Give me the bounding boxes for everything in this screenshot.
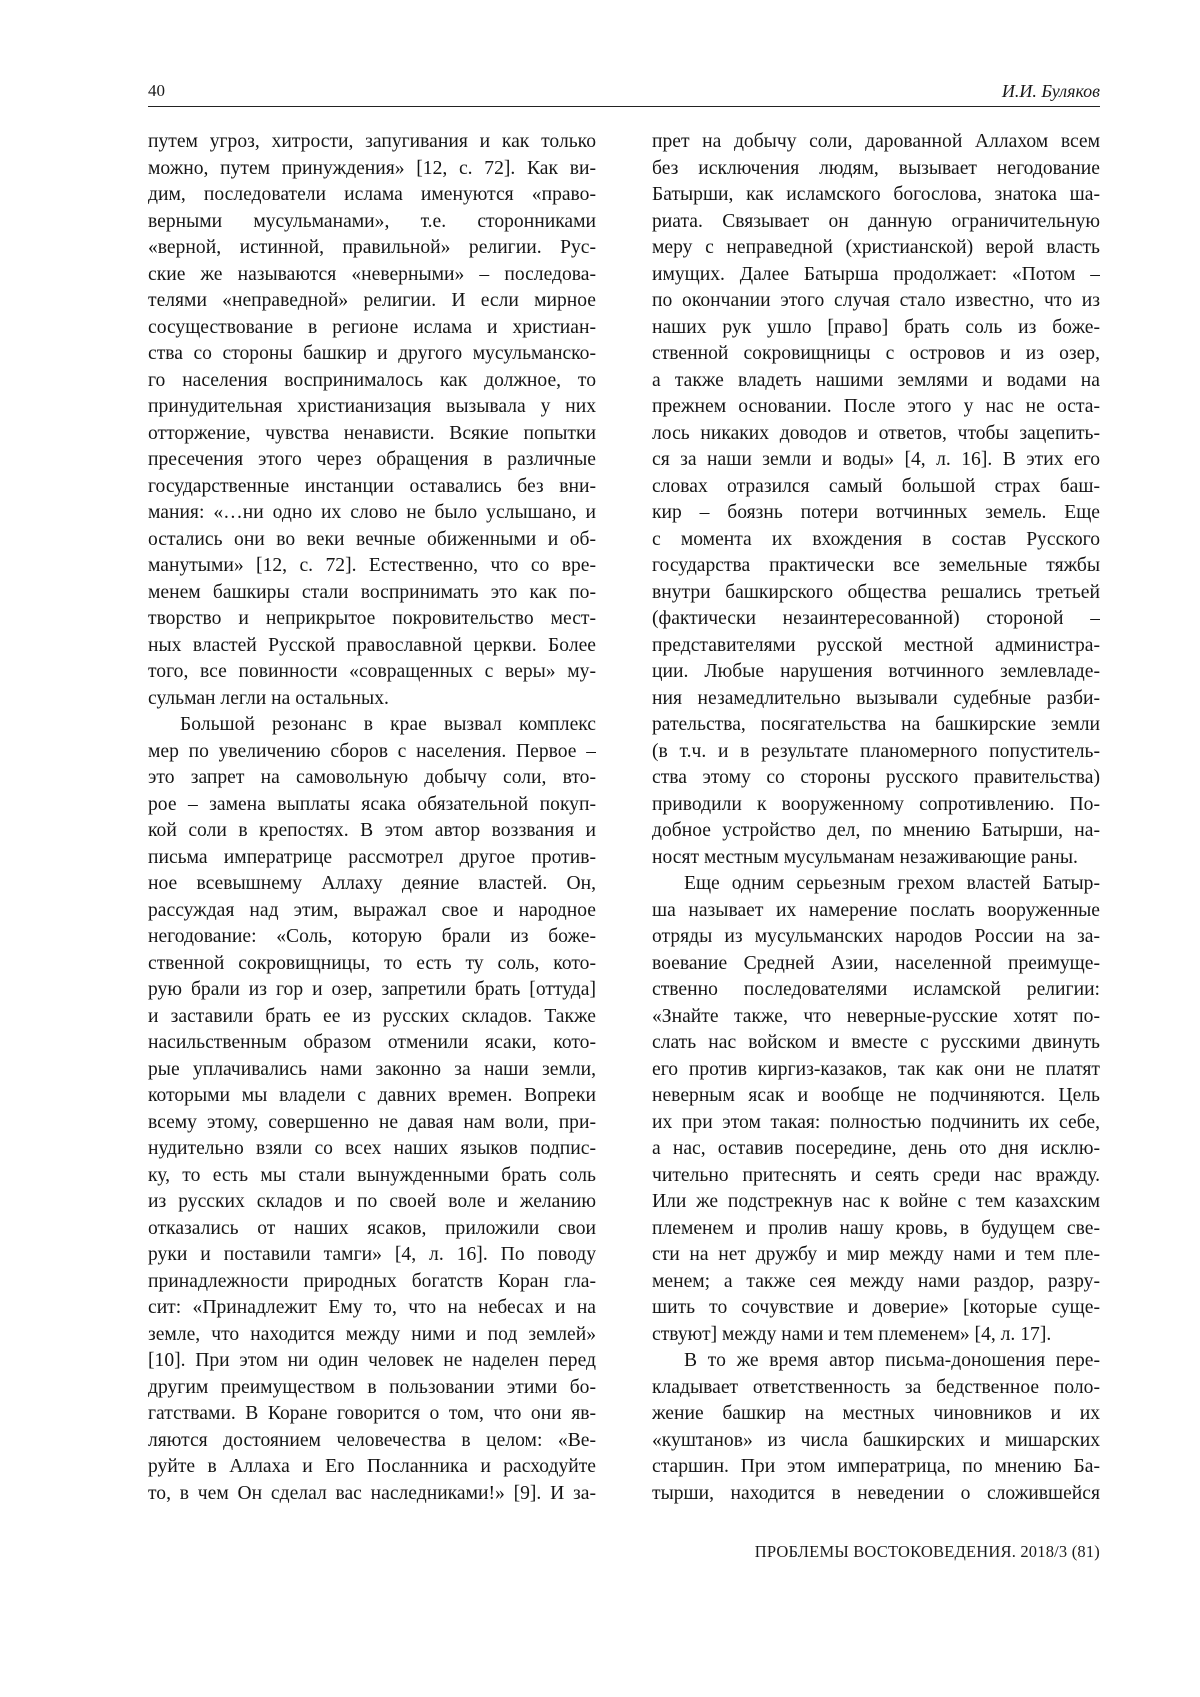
- running-author: И.И. Буляков: [1001, 81, 1100, 101]
- text-line: творство и неприкрытое покровительство мест-: [148, 608, 596, 629]
- text-line: другим преимуществом в пользовании этими бо-: [148, 1376, 596, 1398]
- journal-footer: ПРОБЛЕМЫ ВОСТОКОВЕДЕНИЯ. 2018/3 (81): [754, 1542, 1100, 1561]
- text-line: а нас, оставив посередине, день ото дня исклю-: [652, 1138, 1100, 1159]
- text-line: ное всевышнему Аллаху деяние властей. Он,: [148, 873, 596, 894]
- text-line: рое – замена выплаты ясака обязательной покуп-: [148, 793, 596, 815]
- text-line: [10]. При этом ни один человек не наделен перед: [148, 1350, 596, 1371]
- text-line: государства практически все земельные тяжбы: [652, 555, 1100, 576]
- text-line: мер по увеличению сборов с населения. Первое –: [148, 740, 596, 762]
- text-line: Батырши, как исламского богослова, знатока ша-: [652, 184, 1100, 205]
- text-line: ские же называются «неверными» – последова-: [148, 263, 596, 285]
- text-line: словах отразился самый большой страх баш-: [652, 475, 1100, 497]
- text-line: рую брали из гор и озер, запретили брать [оттуда]: [148, 979, 596, 1000]
- text-line: отторжение, чувства ненависти. Всякие попытки: [148, 422, 596, 444]
- text-line: рые уплачивались нами законно за наши земли,: [148, 1058, 596, 1080]
- text-line: менем; а также сея между нами раздор, разру-: [652, 1270, 1100, 1292]
- text-line: Или же подстрекнув нас к войне с тем казахским: [652, 1191, 1100, 1212]
- text-line: негодование: «Соль, которую брали из боже-: [148, 926, 596, 947]
- text-line: старшин. При этом императрица, по мнению Ба-: [652, 1456, 1100, 1477]
- text-line: лось никаких доводов и ответов, чтобы зацепить-: [652, 422, 1100, 444]
- text-line: сульман легли на остальных.: [148, 687, 389, 709]
- text-line: (в т.ч. и в результате планомерного попуститель-: [652, 740, 1100, 762]
- text-line: ных властей Русской православной церкви. Более: [148, 634, 596, 656]
- text-line: ства этому со стороны русского правительства): [652, 767, 1100, 788]
- text-line: насильственным образом отменили ясаки, кото-: [148, 1032, 596, 1053]
- text-line: «куштанов» из числа башкирских и мишарских: [652, 1429, 1100, 1451]
- text-line: слать нас войском и вместе с русскими двинуть: [652, 1032, 1100, 1053]
- text-line: приводили к вооруженному сопротивлению. По-: [652, 793, 1100, 815]
- text-line: остались они во веки вечные обиженными и об-: [148, 528, 596, 550]
- text-line: нудительно взяли со всех наших языков подпис-: [148, 1138, 596, 1159]
- text-line: меру с неправедной (христианской) верой власть: [652, 237, 1100, 258]
- text-line: «верной, истинной, правильной» религии. Рус-: [148, 237, 596, 258]
- text-line: то, в чем Он сделал вас наследниками!» [9]. И за-: [148, 1482, 596, 1504]
- text-line: кладывает ответственность за бедственное поло-: [652, 1376, 1100, 1398]
- text-line: представителями русской местной администра-: [652, 634, 1100, 656]
- text-line: ния незамедлительно вызывали судебные разби-: [652, 687, 1100, 709]
- text-line: из русских складов и по своей воле и желанию: [148, 1191, 596, 1212]
- text-line: (фактически незаинтересованной) стороной –: [652, 608, 1100, 629]
- text-line: всему этому, совершенно не давая нам воли, при-: [148, 1111, 596, 1133]
- left-text-column: [148, 129, 596, 1507]
- text-line: сит: «Принадлежит Ему то, что на небесах и на: [148, 1297, 596, 1318]
- text-line: и заставили брать ее из русских складов. Также: [148, 1005, 596, 1027]
- text-line: добное устройство дел, по мнению Батырши, на-: [652, 820, 1100, 841]
- text-line: ся за наши земли и воды» [4, л. 16]. В этих его: [652, 449, 1100, 470]
- text-line: принудительная христианизация вызывала у них: [148, 396, 596, 417]
- text-line: земле, что находится между ними и под землей»: [148, 1323, 596, 1345]
- text-line: сосуществование в регионе ислама и христиан-: [148, 316, 596, 338]
- text-line: отказались от наших ясаков, приложили свои: [148, 1217, 596, 1239]
- text-line: по окончании этого случая стало известно, что из: [652, 290, 1100, 311]
- text-line: мания: «…ни одно их слово не было услышано, и: [148, 502, 596, 523]
- text-line: менем башкиры стали воспринимать это как по-: [148, 581, 596, 603]
- text-line: жение башкир на местных чиновников и их: [652, 1403, 1100, 1424]
- text-line: отряды из мусульманских народов России на за-: [652, 926, 1100, 947]
- text-line: того, все повинности «совращенных с веры» му-: [148, 661, 596, 682]
- text-line: ку, то есть мы стали вынужденными брать соль: [148, 1164, 596, 1186]
- text-line: гатствами. В Коране говорится о том, что они яв-: [148, 1403, 596, 1424]
- text-line: ляются достоянием человечества в целом: «Ве-: [148, 1429, 596, 1451]
- text-line: прет на добычу соли, дарованной Аллахом всем: [652, 131, 1100, 152]
- text-line: ственно последователями исламской религии:: [652, 979, 1100, 1000]
- right-text-column: [652, 129, 1100, 1507]
- text-line: принадлежности природных богатств Коран гла-: [148, 1270, 596, 1292]
- text-line: которыми мы владели с давних времен. Вопреки: [148, 1085, 596, 1106]
- text-line: шить то сочувствие и доверие» [которые суще-: [652, 1297, 1100, 1318]
- text-line: воевание Средней Азии, населенной преимуще-: [652, 952, 1100, 974]
- text-line: государственные инстанции оставались без вни-: [148, 475, 596, 497]
- text-line: дим, последователи ислама именуются «право-: [148, 184, 596, 205]
- text-line: ции. Любые нарушения вотчинного землевладе-: [652, 661, 1100, 682]
- text-line: ства со стороны башкир и другого мусульманско-: [148, 343, 596, 364]
- text-line: «Знайте также, что неверные-русские хотят по-: [652, 1005, 1100, 1027]
- text-line: их при этом такая: полностью подчинить их себе,: [652, 1111, 1100, 1133]
- text-line: риата. Связывает он данную ограничительную: [652, 210, 1100, 232]
- text-line: а также владеть нашими землями и водами на: [652, 369, 1100, 391]
- text-line: Большой резонанс в крае вызвал комплекс: [180, 714, 596, 735]
- text-line: можно, путем принуждения» [12, с. 72]. Как ви-: [148, 157, 596, 179]
- text-line: Еще одним серьезным грехом властей Батыр-: [684, 873, 1100, 894]
- text-line: руки и поставили тамги» [4, л. 16]. По поводу: [148, 1244, 596, 1265]
- text-line: верными мусульманами», т.е. сторонниками: [148, 210, 596, 232]
- text-line: манутыми» [12, с. 72]. Естественно, что со вре-: [148, 555, 596, 576]
- text-line: пресечения этого через обращения в различные: [148, 449, 596, 470]
- text-line: носят местным мусульманам незаживающие раны.: [652, 846, 1078, 868]
- text-line: тырши, находится в неведении о сложившейся: [652, 1482, 1100, 1504]
- text-line: го населения воспринималось как должное, то: [148, 369, 596, 391]
- text-line: руйте в Аллаха и Его Посланника и расходуйте: [148, 1456, 596, 1477]
- text-line: кой соли в крепостях. В этом автор воззвания и: [148, 820, 596, 841]
- text-line: прежнем основании. После этого у нас не оста-: [652, 396, 1100, 417]
- text-line: телями «неправедной» религии. И если мирное: [148, 290, 596, 311]
- text-line: без исключения людям, вызывает негодование: [652, 157, 1100, 179]
- text-line: его против киргиз-казаков, так как они не платят: [652, 1058, 1100, 1080]
- running-header: [148, 80, 1100, 107]
- text-line: кир – боязнь потери вотчинных земель. Еще: [652, 502, 1100, 523]
- text-line: наших рук ушло [право] брать соль из боже-: [652, 316, 1100, 338]
- text-line: рательства, посягательства на башкирские земли: [652, 714, 1100, 735]
- page-number: 40: [148, 81, 165, 100]
- text-line: ственной сокровищницы с островов и из озер,: [652, 343, 1100, 364]
- text-line: имущих. Далее Батырша продолжает: «Потом –: [652, 263, 1100, 285]
- text-line: сти на нет дружбу и мир между нами и тем пле-: [652, 1244, 1100, 1265]
- text-line: с момента их вхождения в состав Русского: [652, 528, 1100, 550]
- text-line: неверным ясак и вообще не подчиняются. Цель: [652, 1085, 1100, 1106]
- text-line: ственной сокровищницы, то есть ту соль, кото-: [148, 952, 596, 974]
- text-line: ствуют] между нами и тем племенем» [4, л. 17].: [652, 1323, 1052, 1345]
- text-line: чительно притеснять и сеять среди нас вражду.: [652, 1164, 1100, 1186]
- text-line: внутри башкирского общества решались третьей: [652, 581, 1100, 603]
- text-line: путем угроз, хитрости, запугивания и как только: [148, 131, 596, 152]
- text-line: племенем и пролив нашу кровь, в будущем све-: [652, 1217, 1100, 1239]
- text-line: рассуждая над этим, выражал свое и народное: [148, 899, 596, 921]
- text-line: это запрет на самовольную добычу соли, вто-: [148, 767, 596, 788]
- text-line: В то же время автор письма-доношения пере-: [684, 1350, 1100, 1371]
- text-line: ша называет их намерение послать вооруженные: [652, 899, 1100, 921]
- text-line: письма императрице рассмотрел другое против-: [148, 846, 596, 868]
